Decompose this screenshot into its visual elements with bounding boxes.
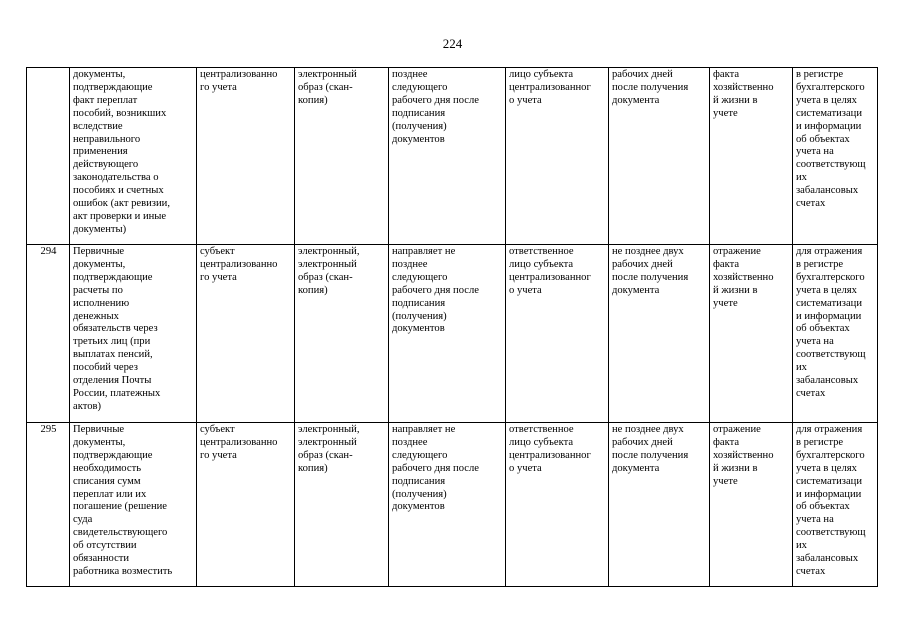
row-number-cell: 294 <box>27 245 70 423</box>
deadline-cell: позднее следующего рабочего дня после подписания (получения) документов <box>389 68 506 245</box>
format-cell: электронный образ (скан- копия) <box>295 68 389 245</box>
document-table <box>26 67 878 587</box>
recipient-cell: лицо субъекта централизованног о учета <box>506 68 609 245</box>
deadline-cell: направляет не позднее следующего рабочего дня после подписания (получения) документов <box>389 245 506 423</box>
format-cell: электронный, электронный образ (скан- копия) <box>295 245 389 423</box>
purpose-cell: для отражения в регистре бухгалтерского учета в целях систематизаци и информации об объектах учета на соответствующ их забалансовых счетах <box>793 245 878 423</box>
result-cell: факта хозяйственно й жизни в учете <box>710 68 793 245</box>
processing-term-cell: рабочих дней после получения документа <box>609 68 710 245</box>
table-row <box>27 423 878 587</box>
row-number-cell <box>27 68 70 245</box>
recipient-cell: ответственное лицо субъекта централизованног о учета <box>506 245 609 423</box>
page-number: 224 <box>442 36 463 51</box>
processing-term-cell: не позднее двух рабочих дней после получения документа <box>609 245 710 423</box>
processing-term-cell: не позднее двух рабочих дней после получения документа <box>609 423 710 587</box>
purpose-cell: в регистре бухгалтерского учета в целях систематизаци и информации об объектах учета на соответствующ их забалансовых счетах <box>793 68 878 245</box>
format-cell: электронный, электронный образ (скан- копия) <box>295 423 389 587</box>
result-cell: отражение факта хозяйственно й жизни в учете <box>710 245 793 423</box>
table-row <box>27 245 878 423</box>
document-cell: документы, подтверждающие факт переплат пособий, возникших вследствие неправильного применения действующего законодательства о пособиях и счетных ошибок (акт ревизии, акт проверки и иные документы) <box>70 68 197 245</box>
deadline-cell: направляет не позднее следующего рабочего дня после подписания (получения) документов <box>389 423 506 587</box>
creator-cell: субъект централизованно го учета <box>197 245 295 423</box>
result-cell: отражение факта хозяйственно й жизни в учете <box>710 423 793 587</box>
row-number-cell: 295 <box>27 423 70 587</box>
purpose-cell: для отражения в регистре бухгалтерского учета в целях систематизаци и информации об объектах учета на соответствующ их забалансовых счетах <box>793 423 878 587</box>
recipient-cell: ответственное лицо субъекта централизованног о учета <box>506 423 609 587</box>
creator-cell: субъект централизованно го учета <box>197 423 295 587</box>
creator-cell: централизованно го учета <box>197 68 295 245</box>
document-cell: Первичные документы, подтверждающие расчеты по исполнению денежных обязательств через третьих лиц (при выплатах пенсий, пособий через отделения Почты России, платежных актов) <box>70 245 197 423</box>
document-cell: Первичные документы, подтверждающие необходимость списания сумм переплат или их погашение (решение суда свидетельствующего об отсутствии обязанности работника возместить <box>70 423 197 587</box>
table-row <box>27 68 878 245</box>
